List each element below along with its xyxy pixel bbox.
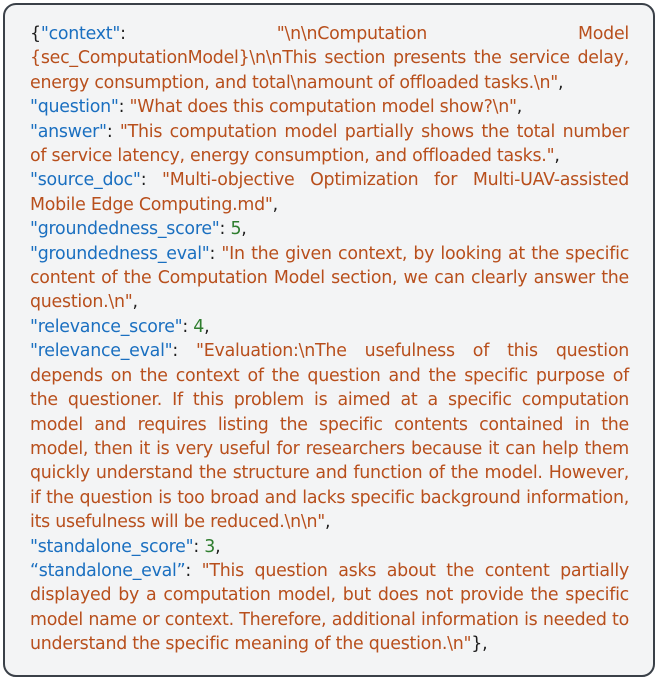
- entry-standalone-score: "standalone_score": 3,: [30, 536, 221, 557]
- entry-question: "question": "What does this computation model show?\n",: [30, 97, 523, 118]
- key-standalone-score: "standalone_score": [30, 536, 194, 557]
- value-source-doc: "Multi-objective Optimization for Multi-UAV-assisted Mobile Edge Computing.md": [30, 170, 630, 215]
- open-brace: {: [30, 24, 41, 44]
- key-answer: "answer": [30, 121, 107, 142]
- entry-relevance-eval: "relevance_eval": "Evaluation:\nThe usefulness of this question depends on the context of the question and the specific purpose of the questioner. If this problem is aimed at a specific computation model and requires listing the specific contents contained in the model, then it is very useful for researchers because it can help them quickly understand the structure and function of the model. However, if the question is too broad and lacks specific background information, its usefulness will be reduced.\n\n",: [30, 341, 629, 533]
- entry-groundedness-score: "groundedness_score": 5,: [30, 219, 247, 240]
- value-standalone-eval: "This question asks about the content partially displayed by a computation model, but does not provide the specific model name or context. Therefore, additional information is needed to understand the specific meaning of the question.\n": [30, 560, 630, 655]
- key-standalone-eval: “standalone_eval”: [30, 560, 186, 581]
- value-groundedness-score: 5: [230, 219, 242, 240]
- key-context: "context": [40, 24, 121, 44]
- key-groundedness-eval: "groundedness_eval": [30, 243, 210, 264]
- json-text-panel: [3, 3, 655, 677]
- close-brace: }: [471, 634, 483, 655]
- value-context: "\n\nComputation Model {sec_ComputationModel}\n\nThis section presents the service delay, energy consumption, and total\namount of offloaded tasks.\n": [30, 24, 629, 93]
- value-standalone-score: 3: [204, 536, 216, 557]
- key-question: "question": [30, 97, 119, 118]
- entry-standalone-eval: “standalone_eval”: "This question asks about the content partially displayed by a computation model, but does not provide the specific model name or context. Therefore, additional information is needed to understand the specific meaning of the question.\n"},: [30, 560, 630, 655]
- key-source-doc: "source_doc": [30, 170, 141, 191]
- key-relevance-eval: "relevance_eval": [30, 341, 173, 362]
- value-groundedness-eval: "In the given context, by looking at the specific content of the Computation Model section, we can clearly answer the question.\n": [30, 243, 630, 313]
- json-content: [30, 22, 629, 657]
- value-answer: "This computation model partially shows the total number of service latency, energy consumption, and offloaded tasks.": [30, 121, 629, 167]
- value-question: "What does this computation model show?\n": [129, 97, 517, 118]
- key-groundedness-score: "groundedness_score": [30, 219, 220, 240]
- value-relevance-eval: "Evaluation:\nThe usefulness of this question depends on the context of the question and the specific purpose of the questioner. If this problem is aimed at a specific computation model and requires listing the specific contents contained in the model, then it is very useful for researchers because it can help them quickly understand the structure and function of the model. However, if the question is too broad and lacks specific background information, its usefulness will be reduced.\n\n": [30, 341, 629, 533]
- entry-groundedness-eval: "groundedness_eval": "In the given context, by looking at the specific content of the Computation Model section, we can clearly answer the question.\n",: [30, 243, 630, 313]
- entry-answer: "answer": "This computation model partially shows the total number of service latency, energy consumption, and offloaded tasks.",: [30, 121, 629, 167]
- value-relevance-score: 4: [193, 316, 205, 337]
- entry-source-doc: "source_doc": "Multi-objective Optimization for Multi-UAV-assisted Mobile Edge Computing.md",: [30, 170, 630, 215]
- entry-relevance-score: "relevance_score": 4,: [30, 316, 210, 337]
- key-relevance-score: "relevance_score": [30, 316, 183, 337]
- entry-context: {"context": "\n\nComputation Model {sec_ComputationModel}\n\nThis section presents the service delay, energy consumption, and total\namount of offloaded tasks.\n",: [30, 24, 629, 93]
